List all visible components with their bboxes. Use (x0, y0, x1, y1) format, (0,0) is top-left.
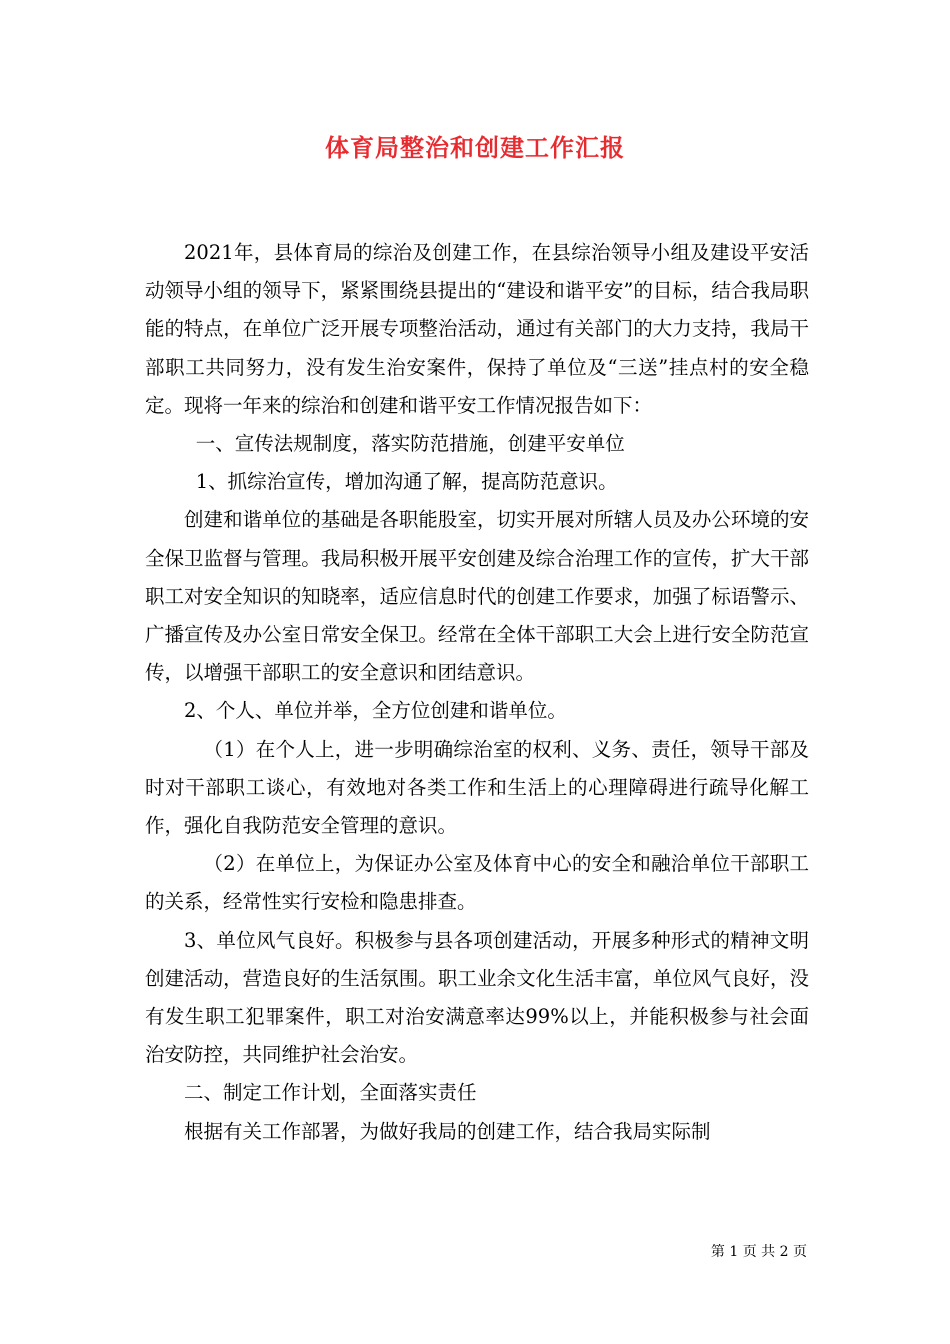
subheading-2: 2、个人、单位并举，全方位创建和谐单位。 (184, 699, 567, 723)
paragraph-individual: （1）在个人上，进一步明确综治室的权利、义务、责任，领导干部及时对干部职工谈心，有效地对各类工作和生活上的心理障碍进行疏导化解工作，强化自我防范安全管理的意识。 (145, 737, 809, 838)
page-number: 第 1 页 共 2 页 (710, 1244, 807, 1260)
paragraph-atmosphere: 3、单位风气良好。积极参与县各项创建活动，开展多种形式的精神文明创建活动，营造良好的生活氛围。职工业余文化生活丰富，单位风气良好，没有发生职工犯罪案件，职工对治安满意率达99%以上，并能积极参与社会面治安防控，共同维护社会治安。 (145, 928, 809, 1067)
subheading-1: 1、抓综治宣传，增加沟通了解，提高防范意识。 (195, 470, 618, 494)
paragraph-publicity: 创建和谐单位的基础是各职能股室，切实开展对所辖人员及办公环境的安全保卫监督与管理。我局积极开展平安创建及综合治理工作的宣传，扩大干部职工对安全知识的知晓率，适应信息时代的创建工作要求，加强了标语警示、广播宣传及办公室日常安全保卫。经常在全体干部职工大会上进行安全防范宣传，以增强干部职工的安全意识和团结意识。 (145, 508, 809, 685)
document-body (145, 234, 809, 1151)
paragraph-intro: 2021年，县体育局的综治及创建工作，在县综治领导小组及建设平安活动领导小组的领导下，紧紧围绕县提出的“建设和谐平安”的目标，结合我局职能的特点，在单位广泛开展专项整治活动，通过有关部门的大力支持，我局干部职工共同努力，没有发生治安案件，保持了单位及“三送”挂点村的安全稳定。现将一年来的综治和创建和谐平安工作情况报告如下： (145, 241, 809, 417)
section-heading-1: 一、宣传法规制度，落实防范措施，创建平安单位 (195, 432, 625, 456)
section-heading-2: 二、制定工作计划，全面落实责任 (184, 1081, 477, 1105)
paragraph-unit: （2）在单位上，为保证办公室及体育中心的安全和融洽单位干部职工的关系，经常性实行安检和隐患排查。 (145, 852, 809, 914)
paragraph-plan: 根据有关工作部署，为做好我局的创建工作，结合我局实际制 (184, 1119, 711, 1143)
document-title: 体育局整治和创建工作汇报 (325, 133, 625, 162)
